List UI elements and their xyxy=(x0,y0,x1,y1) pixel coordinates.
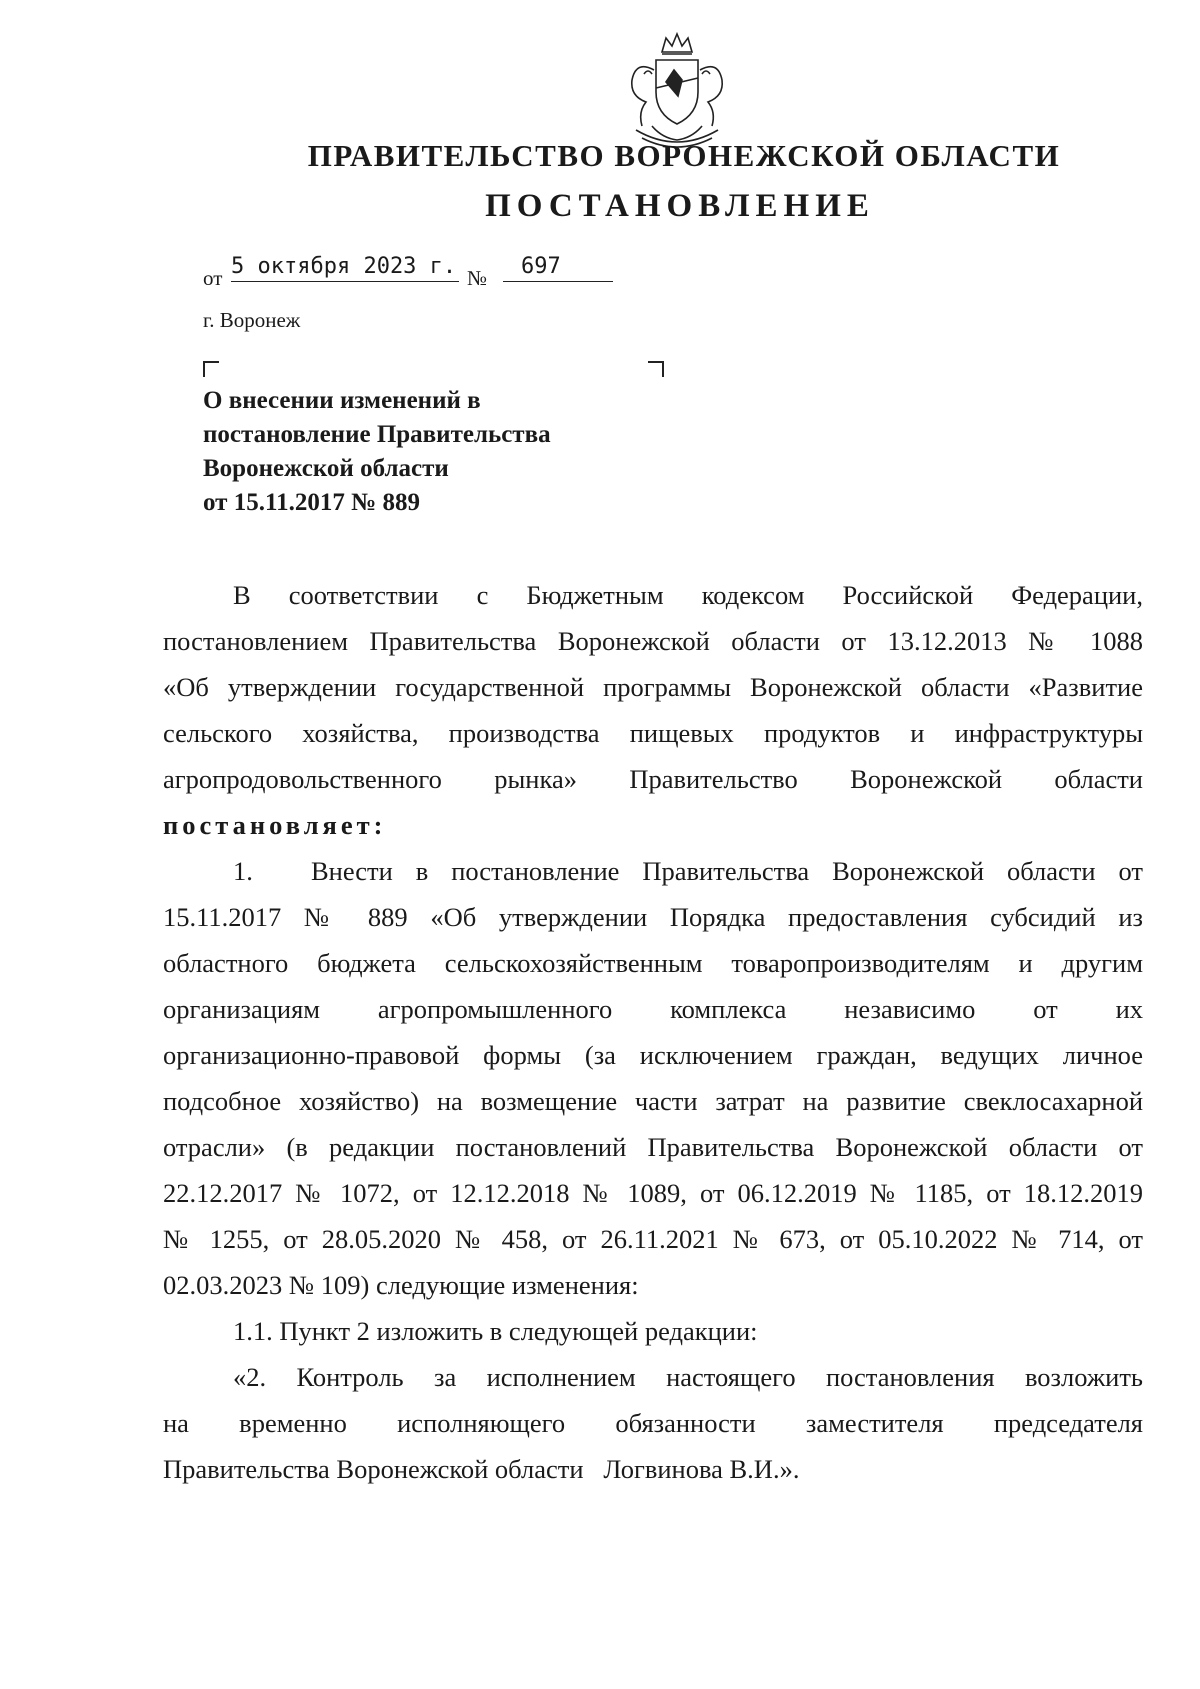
paragraph-line: подсобное хозяйство) на возмещение части затрат на развитие свеклосахарной xyxy=(163,1086,1143,1116)
paragraph-line: организационно-правовой формы (за исключением граждан, ведущих личное xyxy=(163,1040,1143,1070)
paragraph-line: В соответствии с Бюджетным кодексом Российской Федерации, xyxy=(233,580,1143,610)
subitem-line: 1.1. Пункт 2 изложить в следующей редакции: xyxy=(233,1316,758,1346)
subject-line: от 15.11.2017 № 889 xyxy=(203,489,420,516)
decree-word: постановляет: xyxy=(163,810,387,840)
document-date: 5 октября 2023 г. xyxy=(231,254,459,282)
paragraph-line: 15.11.2017 № 889 «Об утверждении Порядка предоставления субсидий из xyxy=(163,902,1143,932)
subject-line: О внесении изменений в xyxy=(203,387,481,414)
paragraph-line: областного бюджета сельскохозяйственным товаропроизводителям и другим xyxy=(163,948,1143,978)
corner-bracket-left xyxy=(203,361,219,377)
subject-line: постановление Правительства xyxy=(203,421,551,448)
government-name: ПРАВИТЕЛЬСТВО ВОРОНЕЖСКОЙ ОБЛАСТИ xyxy=(307,138,1061,173)
corner-bracket-right xyxy=(648,361,664,377)
item-number: 1. xyxy=(233,856,253,886)
paragraph-line: Внести в постановление Правительства Воронежской области от xyxy=(311,856,1143,886)
quote-line: на временно исполняющего обязанности заместителя председателя xyxy=(163,1408,1143,1438)
document-number: 697 xyxy=(503,254,613,282)
subject-line: Воронежской области xyxy=(203,455,449,482)
date-from-label: от xyxy=(203,266,223,290)
paragraph-line: сельского хозяйства, производства пищевых продуктов и инфраструктуры xyxy=(163,718,1143,748)
paragraph-line: 22.12.2017 № 1072, от 12.12.2018 № 1089, от 06.12.2019 № 1185, от 18.12.2019 xyxy=(163,1178,1143,1208)
paragraph-line: «Об утверждении государственной программы Воронежской области «Развитие xyxy=(163,672,1143,702)
paragraph-line: № 1255, от 28.05.2020 № 458, от 26.11.2021 № 673, от 05.10.2022 № 714, от xyxy=(163,1224,1143,1254)
coat-of-arms-icon xyxy=(622,30,732,155)
paragraph-line: постановлением Правительства Воронежской области от 13.12.2013 № 1088 xyxy=(163,626,1143,656)
quote-line: Правительства Воронежской области Логвинова В.И.». xyxy=(163,1454,800,1484)
city: г. Воронеж xyxy=(203,308,301,332)
document-subject xyxy=(203,384,683,520)
paragraph-line: агропродовольственного рынка» Правительство Воронежской области xyxy=(163,764,1143,794)
paragraph-line: организациям агропромышленного комплекса независимо от их xyxy=(163,994,1143,1024)
paragraph-line: 02.03.2023 № 109) следующие изменения: xyxy=(163,1270,639,1300)
item-1-line xyxy=(163,856,1143,892)
quote-line: «2. Контроль за исполнением настоящего постановления возложить xyxy=(233,1362,1143,1392)
number-label: № xyxy=(467,266,488,290)
document-type: ПОСТАНОВЛЕНИЕ xyxy=(485,188,875,224)
paragraph-line: отрасли» (в редакции постановлений Правительства Воронежской области от xyxy=(163,1132,1143,1162)
